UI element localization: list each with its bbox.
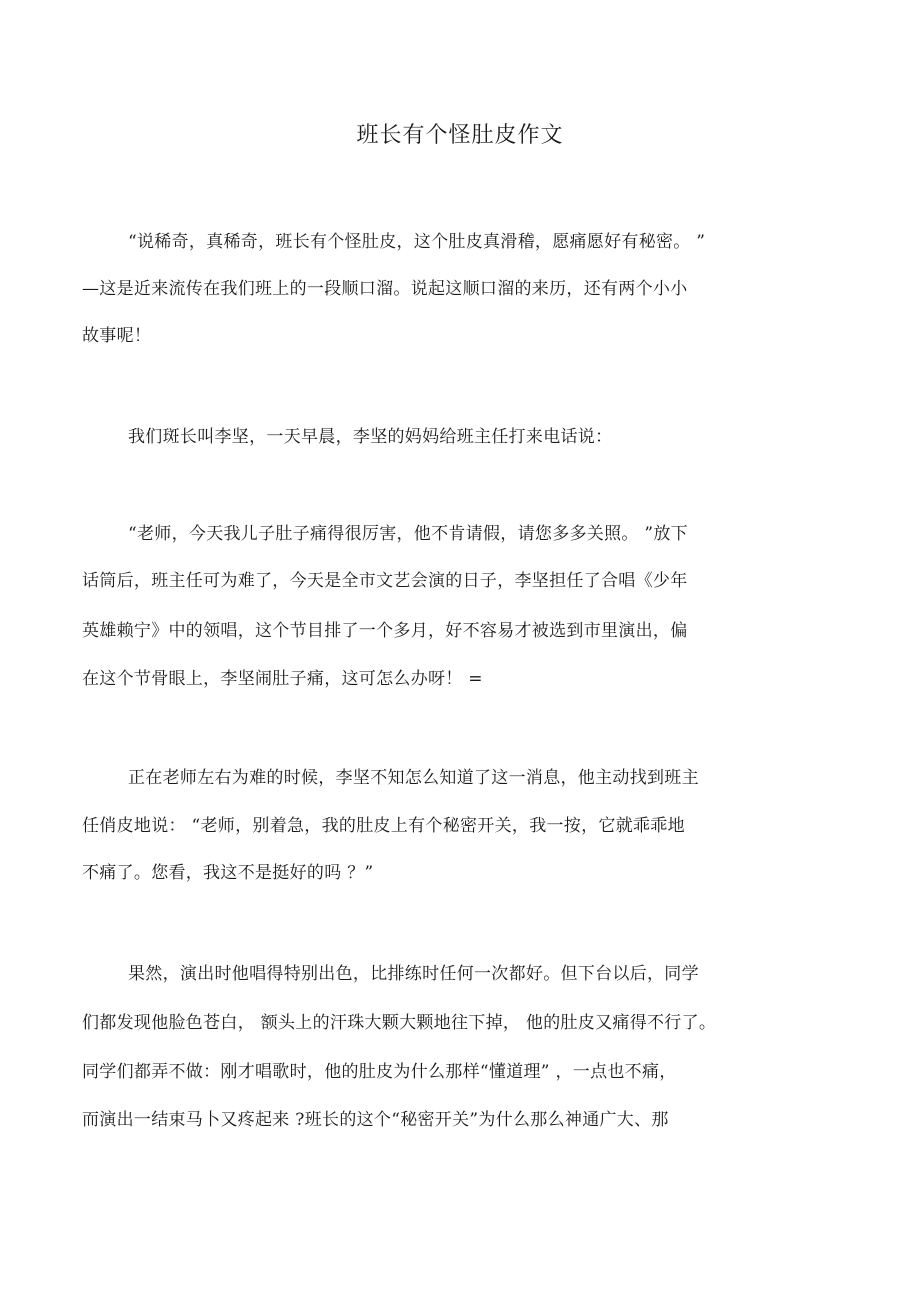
paragraph-3-line-3: 英雄赖宁》中的领唱，这个节目排了一个多月，好不容易才被选到市里演出，偏 <box>82 621 688 641</box>
paragraph-5-line-3: 同学们都弄不做：刚才唱歌时，他的肚皮为什么那样“懂道理” ，一点也不痛， <box>82 1062 677 1082</box>
paragraph-5-line-4: 而演出一结束马卜又疼起来 ?班长的这个“秘密开关”为什么那么神通广大、那 <box>82 1110 669 1130</box>
paragraph-3-line-4: 在这个节骨眼上，李坚闹肚子痛，这可怎么办呀！ = <box>82 669 483 689</box>
paragraph-4-line-2: 任俏皮地说： “老师，别着急，我的肚皮上有个秘密开关，我一按，它就乖乖地 <box>82 816 685 836</box>
paragraph-1-line-1: “说稀奇，真稀奇，班长有个怪肚皮，这个肚皮真滑稽，愿痛愿好有秘密。 ” <box>128 232 706 252</box>
document-title: 班长有个怪肚皮作文 <box>356 123 564 148</box>
paragraph-4-line-1: 正在老师左右为难的时候，李坚不知怎么知道了这一消息，他主动找到班主 <box>128 768 699 788</box>
paragraph-1-line-2: —这是近来流传在我们班上的一段顺口溜。说起这顺口溜的来历，还有两个小小 <box>82 279 688 299</box>
paragraph-4-line-3: 不痛了。您看，我这不是挺好的吗 ？” <box>82 863 374 883</box>
paragraph-5-line-1: 果然，演出时他唱得特别出色，比排练时任何一次都好。但下台以后，同学 <box>128 964 699 984</box>
paragraph-1-line-3: 故事呢！ <box>82 326 152 346</box>
paragraph-2-line-1: 我们斑长叫李坚，一天早晨，李坚的妈妈给班主任打来电话说： <box>128 427 613 447</box>
paragraph-5-line-2: 们都发现他脸色苍白， 额头上的汗珠大颗大颗地往下掉， 他的肚皮又痛得不行了。 <box>82 1013 717 1033</box>
paragraph-3-line-2: 话筒后，班主任可为难了，今天是全市文艺会演的日子，李坚担任了合唱《少年 <box>82 571 688 591</box>
paragraph-3-line-1: “老师，今天我儿子肚子痛得很厉害，他不肯请假，请您多多关照。 ”放下 <box>128 524 688 544</box>
